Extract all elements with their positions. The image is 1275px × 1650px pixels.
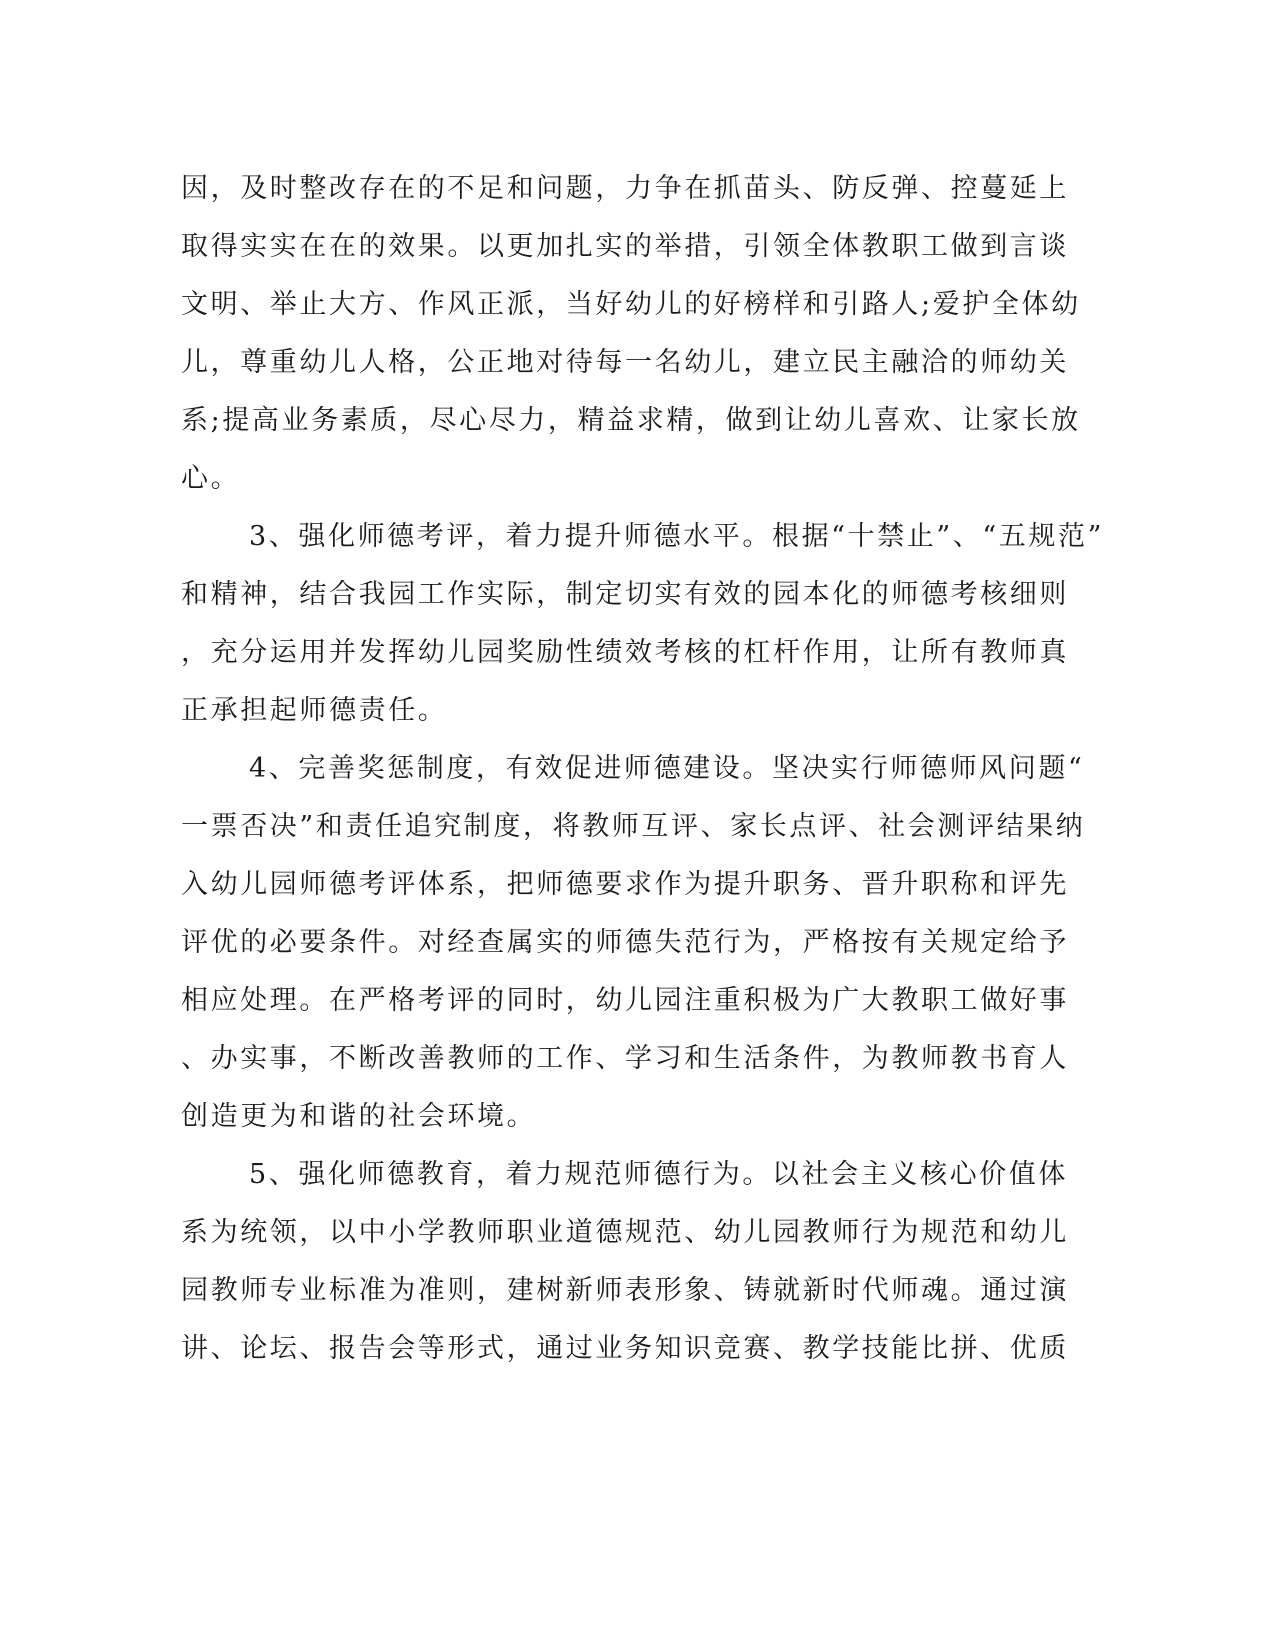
text-line: 入幼儿园师德考评体系，把师德要求作为提升职务、晋升职称和评先 [181, 869, 1069, 900]
body-text [181, 160, 1104, 1378]
text-line: 系;提高业务素质，尽心尽力，精益求精，做到让幼儿喜欢、让家长放 [181, 405, 1081, 436]
text-line: 园教师专业标准为准则，建树新师表形象、铸就新时代师魂。通过演 [181, 1275, 1069, 1306]
text-line: 和精神，结合我园工作实际，制定切实有效的园本化的师德考核细则 [181, 579, 1069, 610]
text-line: ，充分运用并发挥幼儿园奖励性绩效考核的杠杆作用，让所有教师真 [181, 637, 1069, 668]
text-line: 相应处理。在严格考评的同时，幼儿园注重积极为广大教职工做好事 [181, 985, 1069, 1016]
paragraph-5-start: 5、强化师德教育，着力规范师德行为。以社会主义核心价值体 [249, 1159, 1068, 1190]
paragraph-3-start: 3、强化师德考评，着力提升师德水平。根据“十禁止”、“五规范” [249, 521, 1104, 552]
text-line: 心。 [181, 463, 241, 494]
text-line: 创造更为和谐的社会环境。 [181, 1101, 537, 1132]
text-line: 系为统领，以中小学教师职业道德规范、幼儿园教师行为规范和幼儿 [181, 1217, 1069, 1248]
text-line: 一票否决”和责任追究制度，将教师互评、家长点评、社会测评结果纳 [181, 811, 1086, 842]
paragraph-4-start: 4、完善奖惩制度，有效促进师德建设。坚决实行师德师风问题“ [249, 753, 1085, 784]
text-line: 取得实实在在的效果。以更加扎实的举措，引领全体教职工做到言谈 [181, 231, 1069, 262]
text-line: 正承担起师德责任。 [181, 695, 448, 726]
text-line: 讲、论坛、报告会等形式，通过业务知识竞赛、教学技能比拼、优质 [181, 1333, 1069, 1364]
text-line: 评优的必要条件。对经查属实的师德失范行为，严格按有关规定给予 [181, 927, 1069, 958]
text-line: 、办实事，不断改善教师的工作、学习和生活条件，为教师教书育人 [181, 1043, 1069, 1074]
text-line: 文明、举止大方、作风正派，当好幼儿的好榜样和引路人;爱护全体幼 [181, 289, 1081, 320]
text-line: 儿，尊重幼儿人格，公正地对待每一名幼儿，建立民主融洽的师幼关 [181, 347, 1069, 378]
text-line: 因，及时整改存在的不足和问题，力争在抓苗头、防反弹、控蔓延上 [181, 173, 1069, 204]
